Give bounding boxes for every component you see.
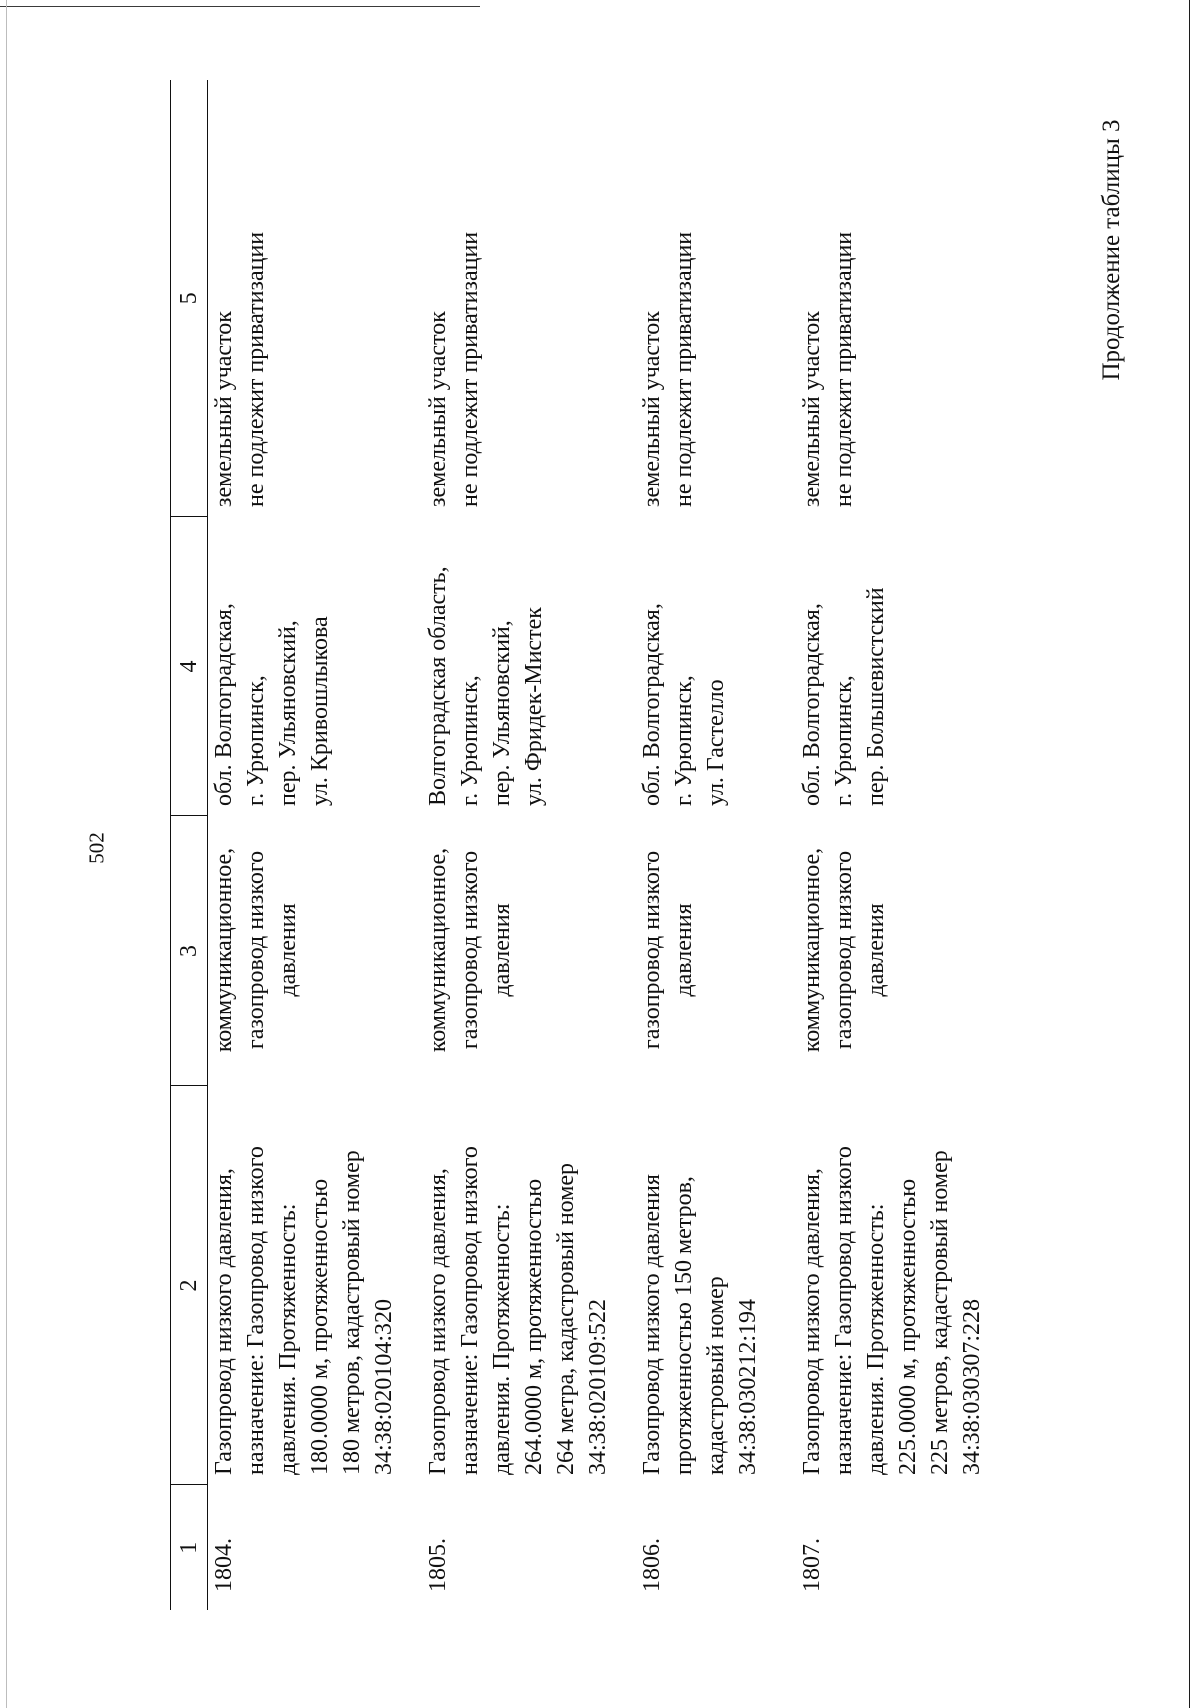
row-number: 1806. — [638, 1538, 665, 1592]
object-description-line: назначение: Газопровод низкого — [243, 1146, 269, 1475]
object-description-line: кадастровый номер — [702, 1276, 729, 1475]
object-type-cell — [636, 816, 796, 1086]
scan-edge-top — [0, 6, 480, 7]
column-header: 4 — [171, 517, 208, 816]
object-description-cell — [422, 1086, 636, 1485]
object-description-line: 264 метра, кадастровый номер — [552, 1162, 579, 1475]
land-plot-note-cell — [422, 80, 636, 517]
object-description-line: Газопровод низкого давления — [638, 1174, 665, 1475]
object-address-line: пер. Большевистский — [862, 587, 889, 806]
table-row — [636, 80, 796, 1610]
object-type-line: коммуникационное, — [211, 847, 237, 1053]
object-address-line: обл. Волгоградская, — [638, 603, 665, 806]
object-address-line: ул. Фридек-Мистек — [520, 607, 547, 806]
object-address-line: г. Урюпинск, — [830, 675, 857, 806]
table-header-row — [171, 80, 208, 1610]
object-type-line: давления — [488, 903, 515, 997]
object-type-cell — [796, 816, 1036, 1086]
object-address-cell — [208, 517, 422, 816]
land-plot-note-cell — [796, 80, 1036, 517]
document-table-frame — [170, 80, 1200, 1610]
object-description-line: 34:38:020109:522 — [584, 1298, 611, 1475]
object-description-line: протяженностью 150 метров, — [670, 1176, 697, 1475]
object-type-cell — [208, 816, 422, 1086]
object-address-line: г. Урюпинск, — [670, 675, 697, 806]
object-type-cell — [422, 816, 636, 1086]
object-type-line: коммуникационное, — [798, 847, 825, 1053]
object-description-line: Газопровод низкого давления, — [211, 1168, 237, 1475]
land-plot-note-line: не подлежит приватизации — [830, 231, 857, 507]
property-table — [170, 80, 1036, 1610]
object-description-cell — [796, 1086, 1036, 1485]
object-description-line: Газопровод низкого давления, — [798, 1168, 825, 1475]
object-address-cell — [796, 517, 1036, 816]
object-type-line: давления — [862, 903, 889, 997]
table-row — [208, 80, 422, 1610]
object-description-line: 225 метров, кадастровый номер — [926, 1150, 953, 1475]
row-number: 1805. — [424, 1538, 451, 1592]
object-description-line: давления. Протяженность: — [275, 1203, 301, 1475]
object-address-line: г. Урюпинск, — [243, 675, 269, 806]
object-description-line: назначение: Газопровод низкого — [830, 1146, 857, 1475]
table-caption: Продолжение таблицы 3 — [1098, 119, 1125, 381]
object-description-line: 34:38:030307:228 — [958, 1298, 985, 1475]
object-description-line: 34:38:030212:194 — [734, 1298, 761, 1475]
scan-edge-left — [6, 0, 7, 1708]
column-header: 5 — [171, 80, 208, 517]
page-number: 502 — [84, 832, 109, 864]
object-description-line: давления. Протяженность: — [488, 1203, 515, 1475]
land-plot-note-line: не подлежит приватизации — [456, 231, 483, 507]
object-description-line: давления. Протяженность: — [862, 1203, 889, 1475]
object-description-line: 180.0000 м, протяженностью — [307, 1178, 333, 1475]
object-type-line: газопровод низкого — [243, 850, 269, 1050]
object-address-line: Волгоградская область, — [424, 566, 451, 806]
object-address-line: ул. Кривошлыкова — [307, 616, 333, 806]
object-address-cell — [636, 517, 796, 816]
column-header: 3 — [171, 816, 208, 1086]
object-description-cell — [636, 1086, 796, 1485]
land-plot-note-cell — [208, 80, 422, 517]
object-address-cell — [422, 517, 636, 816]
object-type-line: давления — [275, 903, 301, 997]
object-type-line: коммуникационное, — [424, 847, 451, 1053]
object-description-line: назначение: Газопровод низкого — [456, 1146, 483, 1475]
object-description-cell — [208, 1086, 422, 1485]
row-number: 1804. — [211, 1538, 237, 1592]
column-header: 2 — [171, 1086, 208, 1485]
land-plot-note-line: земельный участок — [798, 311, 825, 507]
land-plot-note-line: не подлежит приватизации — [670, 231, 697, 507]
object-address-line: обл. Волгоградская, — [211, 603, 237, 806]
table-row — [796, 80, 1036, 1610]
object-type-line: давления — [670, 903, 697, 997]
object-address-line: г. Урюпинск, — [456, 675, 483, 806]
land-plot-note-line: земельный участок — [638, 311, 665, 507]
column-header: 1 — [171, 1485, 208, 1610]
object-type-line: газопровод низкого — [830, 850, 857, 1050]
object-description-line: 264.0000 м, протяженностью — [520, 1178, 547, 1475]
land-plot-note-line: земельный участок — [211, 311, 237, 507]
land-plot-note-line: земельный участок — [424, 311, 451, 507]
object-description-line: 180 метров, кадастровый номер — [339, 1150, 365, 1475]
object-address-line: пер. Ульяновский, — [275, 620, 301, 806]
table-row — [422, 80, 636, 1610]
object-type-line: газопровод низкого — [456, 850, 483, 1050]
land-plot-note-cell — [636, 80, 796, 517]
object-description-line: Газопровод низкого давления, — [424, 1168, 451, 1475]
object-description-line: 34:38:020104:320 — [371, 1298, 397, 1475]
object-address-line: обл. Волгоградская, — [798, 603, 825, 806]
object-type-line: газопровод низкого — [638, 850, 665, 1050]
land-plot-note-line: не подлежит приватизации — [243, 231, 269, 507]
object-description-line: 225.0000 м, протяженностью — [894, 1178, 921, 1475]
row-number: 1807. — [798, 1538, 825, 1592]
object-address-line: ул. Гастелло — [702, 679, 729, 806]
object-address-line: пер. Ульяновский, — [488, 620, 515, 806]
